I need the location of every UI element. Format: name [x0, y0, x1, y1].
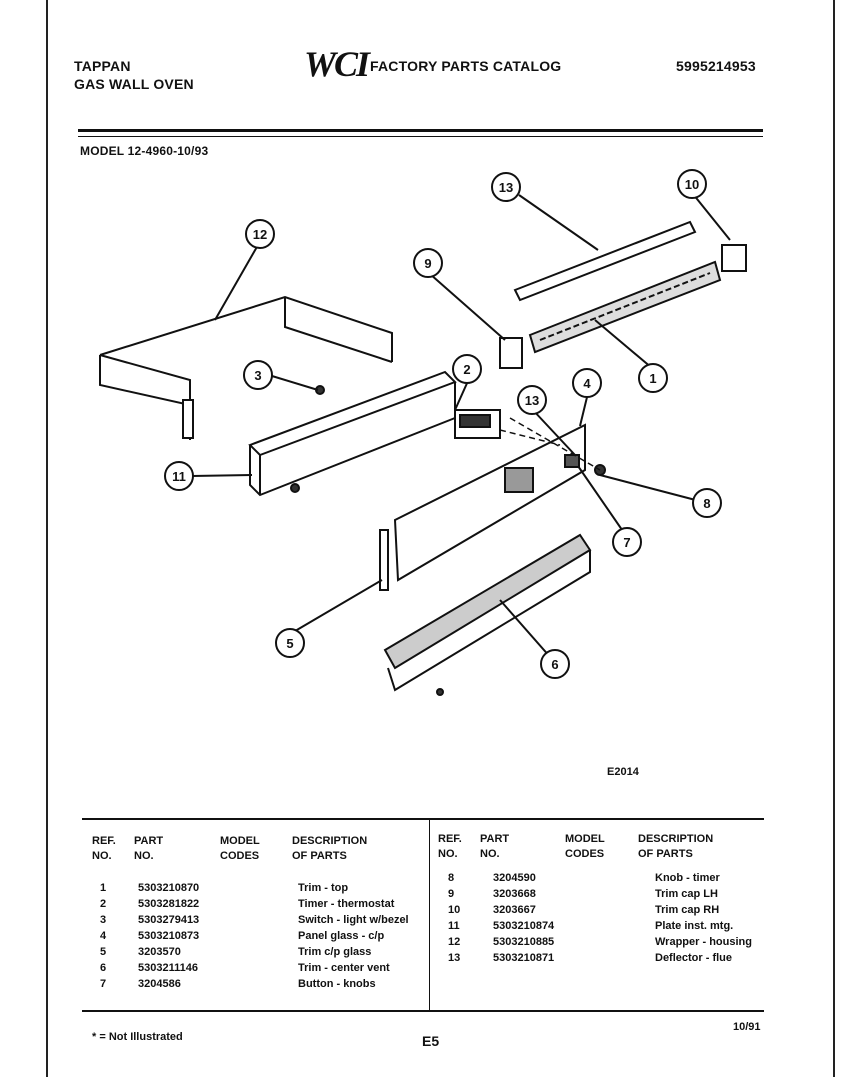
- brand-name: TAPPAN: [74, 58, 131, 74]
- page-number: E5: [422, 1033, 440, 1049]
- header-desc-left: DESCRIPTION OF PARTS: [292, 835, 368, 862]
- table-row: 13 5303210871 Deflector - flue: [448, 952, 733, 964]
- callout-9: 9: [424, 256, 432, 271]
- callout-10: 10: [684, 177, 700, 192]
- callout-6: 6: [551, 657, 559, 672]
- callout-3: 3: [254, 368, 262, 383]
- table-row: 4 5303210873 Panel glass - c/p: [100, 930, 385, 942]
- table-row: 10 3203667 Trim cap RH: [448, 904, 720, 916]
- product-name: GAS WALL OVEN: [74, 76, 194, 92]
- table-row: 9 3203668 Trim cap LH: [448, 888, 718, 900]
- table-row: 12 5303210885 Wrapper - housing: [448, 936, 752, 948]
- figure-id: E2014: [607, 766, 639, 778]
- header-codes-right: MODEL CODES: [565, 833, 605, 860]
- callout-4: 4: [583, 376, 591, 391]
- catalog-title: FACTORY PARTS CATALOG: [370, 58, 562, 74]
- callout-12: 12: [252, 227, 268, 242]
- revision-date: 10/91: [733, 1021, 761, 1033]
- callout-7: 7: [623, 535, 631, 550]
- table-row: 5 3203570 Trim c/p glass: [100, 946, 372, 958]
- table-row: 6 5303211146 Trim - center vent: [100, 962, 390, 974]
- parts-table: [82, 818, 764, 1012]
- catalog-number: 5995214953: [676, 58, 756, 74]
- not-illustrated-note: * = Not Illustrated: [92, 1031, 183, 1043]
- table-row: 1 5303210870 Trim - top: [100, 882, 349, 894]
- header-ref-right: REF. NO.: [438, 833, 462, 860]
- wci-logo: WCI: [304, 44, 369, 84]
- table-row: 7 3204586 Button - knobs: [100, 978, 376, 990]
- header-desc-right: DESCRIPTION OF PARTS: [638, 833, 714, 860]
- table-row: 11 5303210874 Plate inst. mtg.: [448, 920, 734, 932]
- header-ref-left: REF. NO.: [92, 835, 116, 862]
- table-row: 3 5303279413 Switch - light w/bezel: [100, 914, 409, 926]
- table-row: 8 3204590 Knob - timer: [448, 872, 720, 884]
- header-part-left: PART NO.: [134, 835, 164, 862]
- callout-1: 1: [649, 371, 657, 386]
- callout-2: 2: [463, 362, 471, 377]
- callout-8: 8: [703, 496, 711, 511]
- header-part-right: PART NO.: [480, 833, 510, 860]
- callout-5: 5: [286, 636, 294, 651]
- model-label: MODEL 12-4960-10/93: [80, 144, 209, 158]
- callout-11: 11: [172, 469, 186, 484]
- header-codes-left: MODEL CODES: [220, 835, 260, 862]
- left-rows: [100, 880, 438, 992]
- right-rows: [448, 870, 785, 966]
- table-row: 2 5303281822 Timer - thermostat: [100, 898, 395, 910]
- callout-13-top: 13: [498, 180, 514, 195]
- callout-13-mid: 13: [524, 393, 540, 408]
